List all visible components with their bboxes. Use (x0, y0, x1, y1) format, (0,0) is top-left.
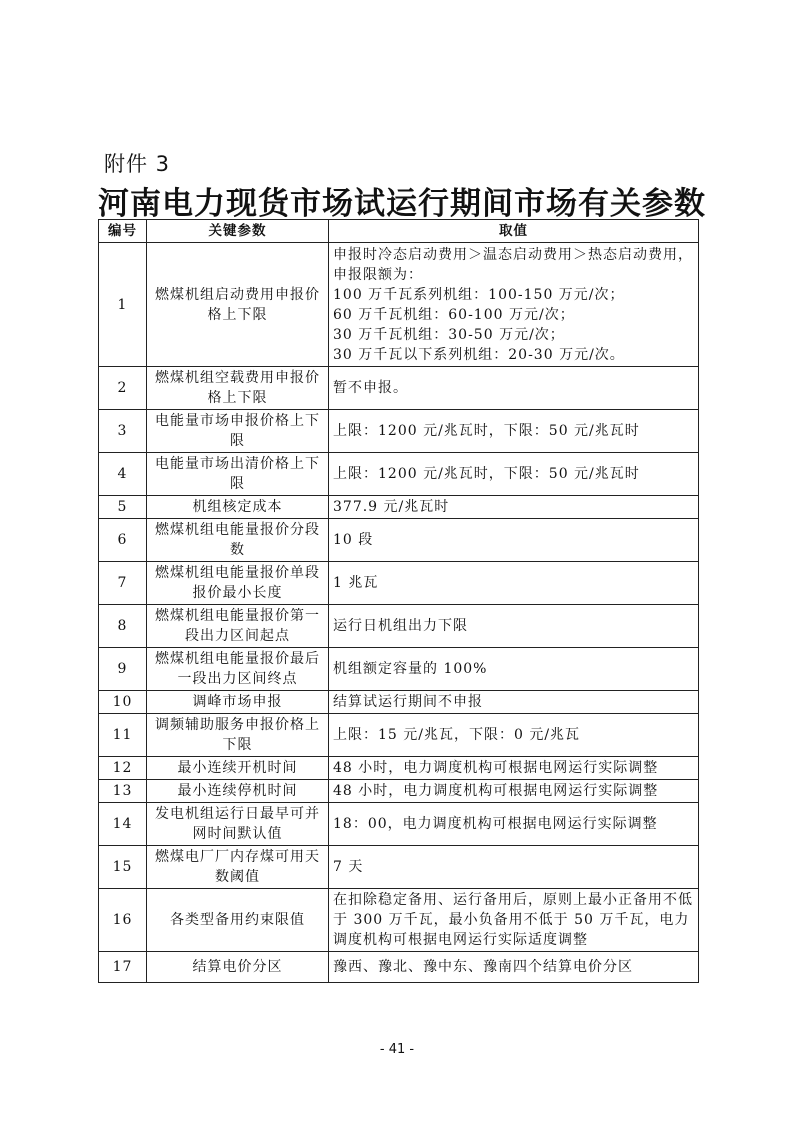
row-number: 12 (99, 757, 147, 780)
value-line: 暂不申报。 (333, 380, 408, 396)
table-row (99, 757, 699, 780)
table-row (99, 367, 699, 410)
table-row (99, 691, 699, 714)
value-cell (329, 780, 699, 803)
row-number: 1 (99, 243, 147, 367)
value-cell (329, 952, 699, 983)
value-cell (329, 605, 699, 648)
column-header-value: 取值 (329, 220, 699, 243)
value-line: 运行日机组出力下限 (333, 618, 468, 634)
key-parameter-cell: 燃煤机组启动费用申报价格上下限 (147, 243, 329, 367)
row-number: 3 (99, 410, 147, 453)
key-parameter-cell: 调峰市场申报 (147, 691, 329, 714)
row-number: 17 (99, 952, 147, 983)
value-line: 10 段 (333, 532, 374, 548)
key-parameter-cell: 燃煤机组电能量报价最后一段出力区间终点 (147, 648, 329, 691)
parameters-table (98, 219, 699, 983)
table-row (99, 496, 699, 519)
value-cell (329, 496, 699, 519)
value-line: 申报时冷态启动费用＞温态启动费用＞热态启动费用，申报限额为： (333, 246, 693, 283)
key-parameter-cell: 燃煤机组空载费用申报价格上下限 (147, 367, 329, 410)
attachment-label: 附件 3 (104, 152, 171, 176)
row-number: 13 (99, 780, 147, 803)
value-line: 1 兆瓦 (333, 575, 379, 591)
value-cell (329, 243, 699, 367)
value-cell (329, 803, 699, 846)
key-parameter-cell: 燃煤机组电能量报价分段数 (147, 519, 329, 562)
table-row (99, 648, 699, 691)
table-row (99, 605, 699, 648)
value-cell (329, 691, 699, 714)
row-number: 10 (99, 691, 147, 714)
key-parameter-cell: 结算电价分区 (147, 952, 329, 983)
key-parameter-cell: 最小连续开机时间 (147, 757, 329, 780)
table-row (99, 714, 699, 757)
table-row (99, 780, 699, 803)
table-row (99, 846, 699, 889)
value-line: 30 万千瓦以下系列机组：20-30 万元/次。 (333, 346, 625, 363)
value-cell (329, 846, 699, 889)
table-row (99, 410, 699, 453)
value-cell (329, 410, 699, 453)
key-parameter-cell: 燃煤机组电能量报价第一段出力区间起点 (147, 605, 329, 648)
table-row (99, 803, 699, 846)
row-number: 16 (99, 889, 147, 952)
value-cell (329, 367, 699, 410)
document-title: 河南电力现货市场试运行期间市场有关参数 (98, 186, 706, 222)
table-row (99, 243, 699, 367)
key-parameter-cell: 发电机组运行日最早可并网时间默认值 (147, 803, 329, 846)
value-line: 机组额定容量的 100% (333, 661, 488, 677)
value-line: 7 天 (333, 859, 364, 875)
row-number: 6 (99, 519, 147, 562)
value-cell (329, 519, 699, 562)
column-header-key-parameter: 关键参数 (147, 220, 329, 243)
key-parameter-cell: 燃煤机组电能量报价单段报价最小长度 (147, 562, 329, 605)
key-parameter-cell: 各类型备用约束限值 (147, 889, 329, 952)
row-number: 9 (99, 648, 147, 691)
value-line: 上限：1200 元/兆瓦时，下限：50 元/兆瓦时 (333, 423, 640, 439)
column-header-number: 编号 (99, 220, 147, 243)
value-line: 上限：1200 元/兆瓦时，下限：50 元/兆瓦时 (333, 466, 640, 482)
value-line: 48 小时，电力调度机构可根据电网运行实际调整 (333, 760, 659, 776)
row-number: 5 (99, 496, 147, 519)
row-number: 15 (99, 846, 147, 889)
table-row (99, 562, 699, 605)
row-number: 8 (99, 605, 147, 648)
table-row (99, 889, 699, 952)
row-number: 4 (99, 453, 147, 496)
page-number: - 41 - (379, 1042, 415, 1057)
key-parameter-cell: 电能量市场出清价格上下限 (147, 453, 329, 496)
value-line: 100 万千瓦系列机组：100-150 万元/次； (333, 286, 625, 303)
key-parameter-cell: 电能量市场申报价格上下限 (147, 410, 329, 453)
value-cell (329, 757, 699, 780)
value-line: 在扣除稳定备用、运行备用后，原则上最小正备用不低于 300 万千瓦，最小负备用不低于 50 万千瓦，电力调度机构可根据电网运行实际适度调整 (333, 892, 693, 948)
value-line: 48 小时，电力调度机构可根据电网运行实际调整 (333, 783, 659, 799)
row-number: 11 (99, 714, 147, 757)
table-row (99, 453, 699, 496)
table-row (99, 952, 699, 983)
value-line: 豫西、豫北、豫中东、豫南四个结算电价分区 (333, 959, 633, 975)
key-parameter-cell: 机组核定成本 (147, 496, 329, 519)
value-cell (329, 453, 699, 496)
row-number: 14 (99, 803, 147, 846)
key-parameter-cell: 最小连续停机时间 (147, 780, 329, 803)
value-line: 18：00，电力调度机构可根据电网运行实际调整 (333, 816, 658, 832)
key-parameter-cell: 燃煤电厂厂内存煤可用天数阈值 (147, 846, 329, 889)
value-line: 60 万千瓦机组：60-100 万元/次； (333, 306, 575, 323)
row-number: 2 (99, 367, 147, 410)
table-row (99, 519, 699, 562)
key-parameter-cell: 调频辅助服务申报价格上下限 (147, 714, 329, 757)
value-cell (329, 562, 699, 605)
value-cell (329, 889, 699, 952)
value-line: 30 万千瓦机组：30-50 万元/次； (333, 326, 565, 343)
value-line: 上限：15 元/兆瓦，下限：0 元/兆瓦 (333, 727, 581, 743)
value-line: 377.9 元/兆瓦时 (333, 499, 450, 515)
value-cell (329, 648, 699, 691)
value-line: 结算试运行期间不申报 (333, 694, 483, 710)
value-cell (329, 714, 699, 757)
table-header-row (99, 220, 699, 243)
row-number: 7 (99, 562, 147, 605)
